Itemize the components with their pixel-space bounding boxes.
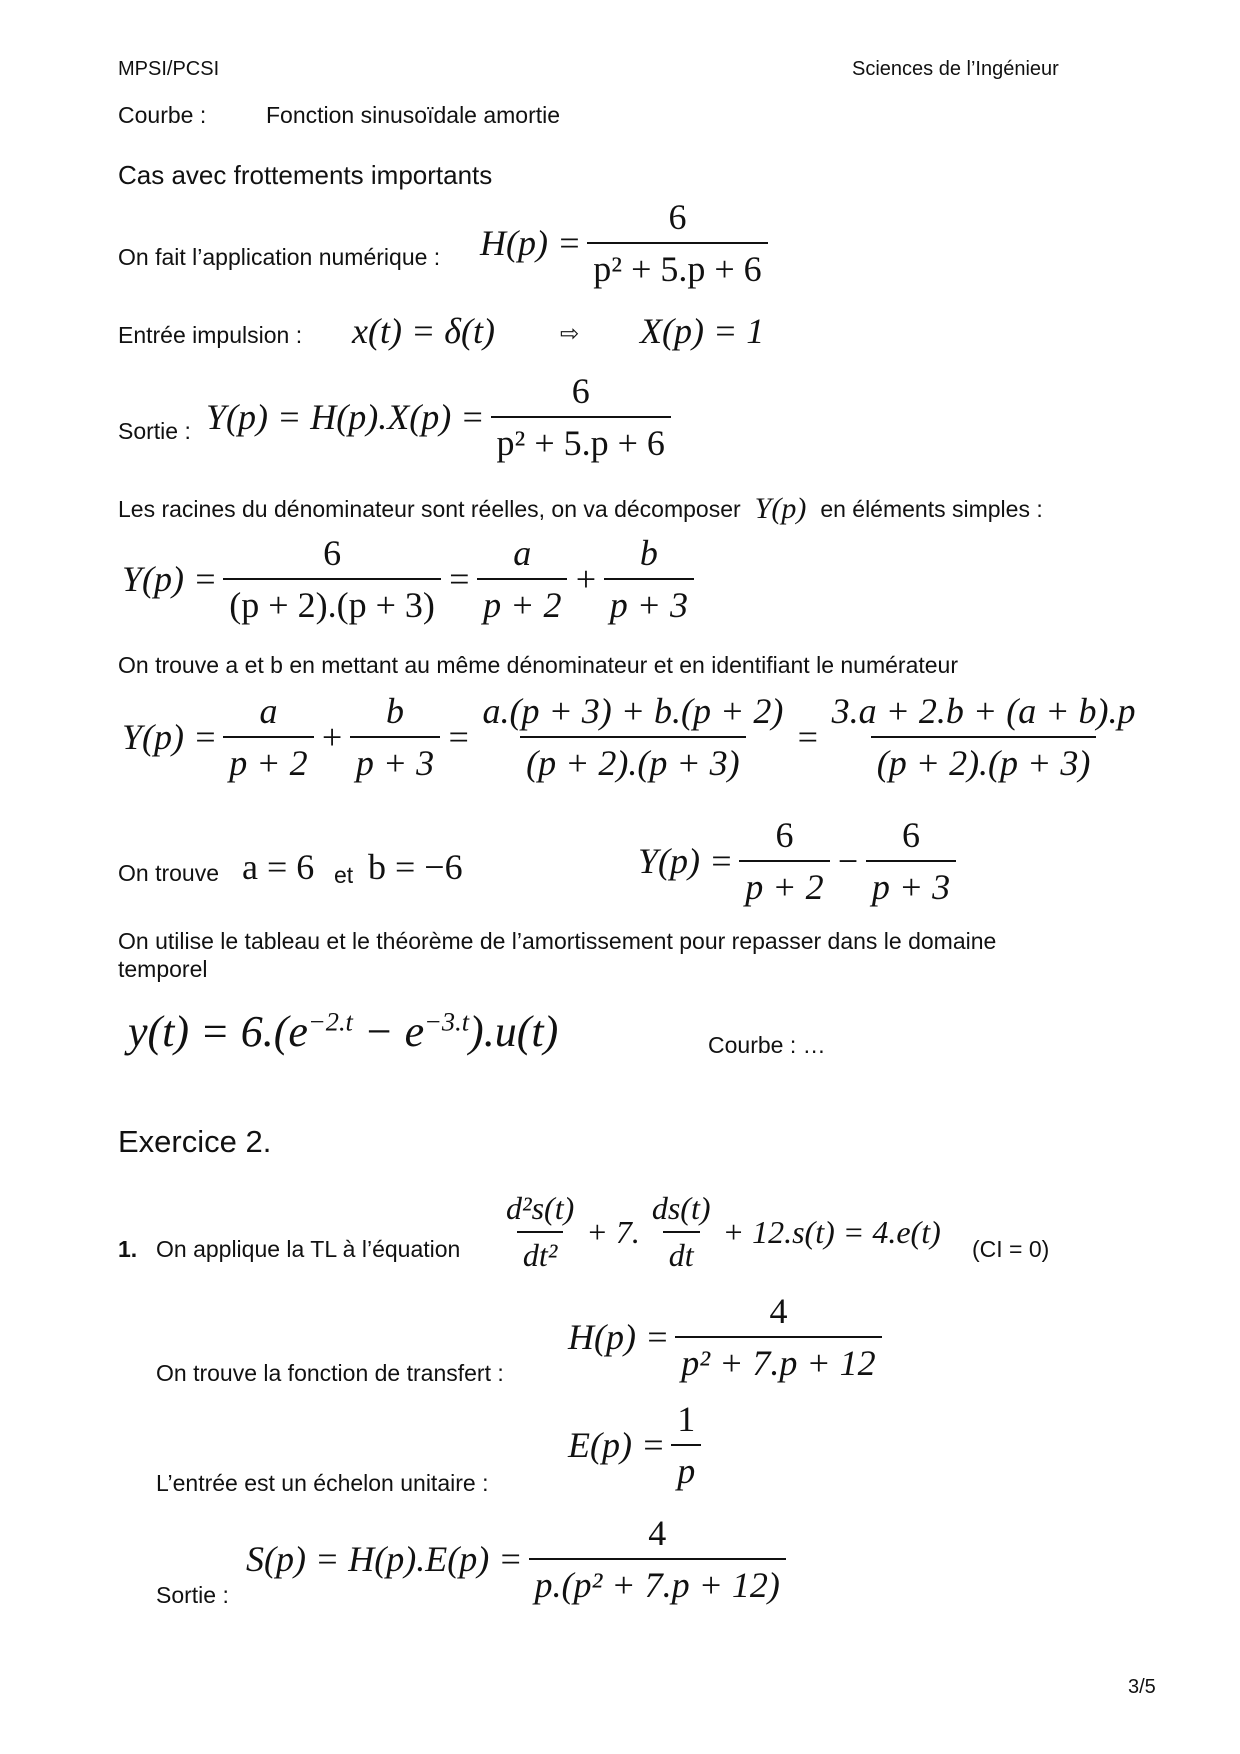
decomp-lhs: Y(p) = xyxy=(122,559,218,599)
courbe-value: Fonction sinusoïdale amortie xyxy=(266,102,561,128)
decomp-equation xyxy=(122,532,700,626)
ex2-entree-label: L’entrée est un échelon unitaire : xyxy=(156,1470,489,1496)
ex2-diff-equation xyxy=(494,1190,941,1274)
decomp-plus: + xyxy=(573,559,598,599)
identif-den2: (p + 2).(p + 3) xyxy=(520,736,746,784)
ex2-E-den: p xyxy=(671,1444,701,1492)
decomp-num: 6 xyxy=(323,533,342,573)
resultat-equation xyxy=(638,814,962,908)
sortie-lhs: Y(p) = H(p).X(p) = xyxy=(206,397,485,437)
header-left: MPSI/PCSI xyxy=(118,58,220,80)
decomp-eq: = xyxy=(446,559,472,599)
identif-num2: a.(p + 3) + b.(p + 2) xyxy=(482,691,784,731)
ex2-E-lhs: E(p) = xyxy=(568,1425,666,1465)
ex2-sortie-label: Sortie : xyxy=(156,1582,229,1608)
ex2-entree-equation xyxy=(568,1398,707,1492)
app-num-lhs: H(p) = xyxy=(480,223,582,263)
temporel-equation xyxy=(128,1006,558,1057)
temporel-end: ).u(t) xyxy=(469,1007,559,1056)
utilise-text-line2: temporel xyxy=(118,956,208,982)
header-right: Sciences de l’Ingénieur xyxy=(852,58,1059,80)
ex2-S-den: p.(p² + 7.p + 12) xyxy=(529,1558,786,1606)
decomp-b: b xyxy=(639,533,658,573)
section-title: Cas avec frottements importants xyxy=(118,160,493,190)
racines-after: en éléments simples : xyxy=(820,495,1043,522)
ex2-S-num: 4 xyxy=(648,1513,667,1553)
ex2-H-lhs: H(p) = xyxy=(568,1317,670,1357)
ex2-S-lhs: S(p) = H(p).E(p) = xyxy=(246,1539,523,1579)
temporel-exp2: −3.t xyxy=(424,1006,470,1037)
app-num-den: p² + 5.p + 6 xyxy=(587,242,767,290)
resultat-b: b = −6 xyxy=(368,847,463,887)
sortie-num: 6 xyxy=(571,371,590,411)
temporel-courbe: Courbe : … xyxy=(708,1032,826,1058)
sortie-den: p² + 5.p + 6 xyxy=(491,416,671,464)
entree-time-eq: x(t) = δ(t) xyxy=(352,311,495,351)
ex2-sortie-equation xyxy=(246,1512,792,1606)
sortie-equation xyxy=(206,370,677,464)
resultat-et: et xyxy=(334,862,354,888)
resultat-minus: − xyxy=(835,841,860,881)
entree-label: Entrée impulsion : xyxy=(118,322,303,348)
identif-lhs: Y(p) = xyxy=(122,717,218,757)
temporel-exp1: −2.t xyxy=(307,1006,353,1037)
identif-den3: (p + 2).(p + 3) xyxy=(871,736,1097,784)
ex2-d2-den: dt² xyxy=(517,1231,563,1274)
ex2-transfert-label: On trouve la fonction de transfert : xyxy=(156,1360,504,1386)
identif-equation xyxy=(122,690,1147,784)
utilise-text-line1: On utilise le tableau et le théorème de l’amortissement pour repasser dans le domaine xyxy=(118,928,997,954)
sortie-label: Sortie : xyxy=(118,418,191,444)
ex2-label: On applique la TL à l’équation xyxy=(156,1236,461,1262)
ex2-d1-den: dt xyxy=(663,1231,700,1274)
racines-var: Y(p) xyxy=(754,492,807,525)
identif-eq-1: = xyxy=(446,717,471,757)
resultat-a: a = 6 xyxy=(242,847,315,887)
decomp-den: (p + 2).(p + 3) xyxy=(223,578,441,626)
ex2-plus7: + 7. xyxy=(586,1213,640,1250)
racines-text xyxy=(118,492,1043,526)
resultat-num1: 6 xyxy=(775,815,794,855)
courbe-label: Courbe : xyxy=(118,102,207,128)
identif-a: a xyxy=(259,691,278,731)
ex2-d1-num: ds(t) xyxy=(651,1190,711,1226)
arrow-icon: ⇨ xyxy=(560,320,580,346)
ex2-rest: + 12.s(t) = 4.e(t) xyxy=(722,1213,941,1250)
entree-laplace-eq: X(p) = 1 xyxy=(640,311,765,351)
ex2-number: 1. xyxy=(118,1236,138,1262)
resultat-den2: p + 3 xyxy=(866,860,956,908)
page-number: 3/5 xyxy=(1128,1676,1156,1698)
racines-before: Les racines du dénominateur sont réelles, on va décomposer xyxy=(118,495,741,522)
resultat-label: On trouve xyxy=(118,860,219,886)
resultat-den1: p + 2 xyxy=(739,860,829,908)
app-num-num: 6 xyxy=(668,197,687,237)
ex2-ci: (CI = 0) xyxy=(972,1236,1050,1262)
temporel-mid: − e xyxy=(352,1007,425,1056)
exercice-title: Exercice 2. xyxy=(118,1124,272,1159)
identif-plus: + xyxy=(319,717,344,757)
resultat-num2: 6 xyxy=(902,815,921,855)
ex2-transfert-equation xyxy=(568,1290,888,1384)
ex2-d2-num: d²s(t) xyxy=(506,1190,575,1226)
identif-b: b xyxy=(386,691,405,731)
resultat-lhs: Y(p) = xyxy=(638,841,734,881)
identif-den-a: p + 2 xyxy=(223,736,313,784)
ex2-H-den: p² + 7.p + 12 xyxy=(675,1336,881,1384)
decomp-den-b: p + 3 xyxy=(604,578,694,626)
app-num-equation xyxy=(480,196,774,290)
ex2-H-num: 4 xyxy=(769,1291,788,1331)
identif-den-b: p + 3 xyxy=(350,736,440,784)
identif-num3: 3.a + 2.b + (a + b).p xyxy=(831,691,1136,731)
decomp-a: a xyxy=(513,533,532,573)
identif-eq-2: = xyxy=(795,717,820,757)
trouve-text: On trouve a et b en mettant au même dénominateur et en identifiant le numérateur xyxy=(118,652,958,678)
decomp-den-a: p + 2 xyxy=(477,578,567,626)
temporel-lhs: y(t) = 6.(e xyxy=(128,1007,308,1056)
ex2-E-num: 1 xyxy=(677,1399,696,1439)
app-num-label: On fait l’application numérique : xyxy=(118,244,441,270)
